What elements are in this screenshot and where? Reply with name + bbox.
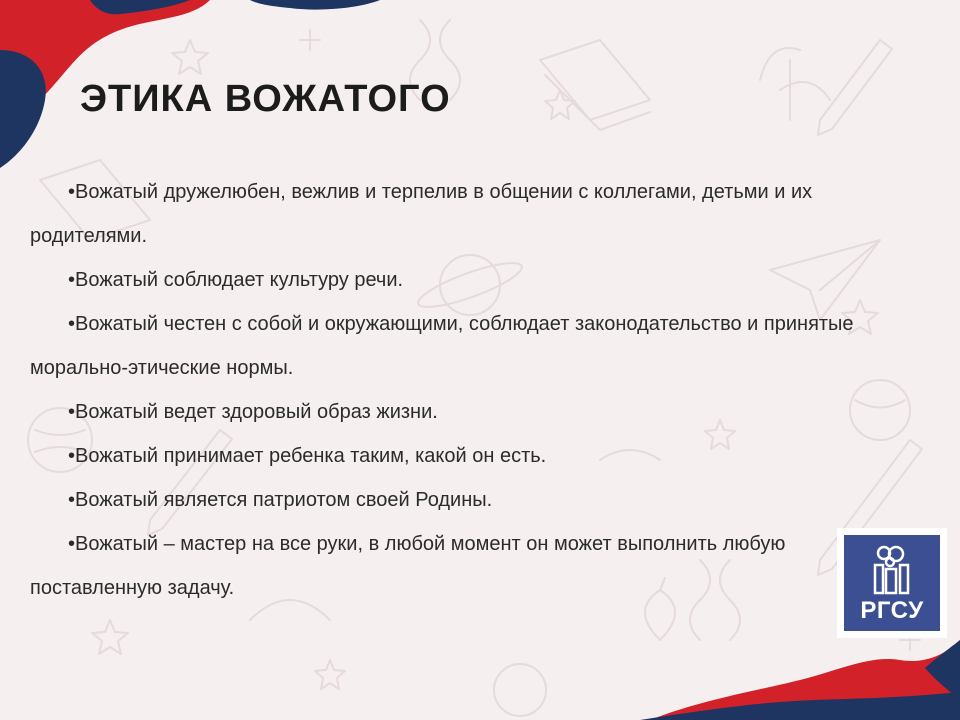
bullet-item: •Вожатый ведет здоровый образ жизни. <box>68 401 438 423</box>
bullet-item: •Вожатый является патриотом своей Родины. <box>68 489 493 511</box>
bullet-item: •Вожатый соблюдает культуру речи. <box>68 269 404 291</box>
bullet-item: •Вожатый дружелюбен, вежлив и терпелив в общении с коллегами, детьми и их родителями. <box>30 181 813 247</box>
bullet-list <box>30 170 910 610</box>
bullet-item: •Вожатый – мастер на все руки, в любой момент он может выполнить любую поставленную задачу. <box>30 533 786 599</box>
logo-background <box>844 535 940 631</box>
slide-title: ЭТИКА ВОЖАТОГО <box>80 78 451 120</box>
rgsu-family-emblem-icon <box>870 545 914 595</box>
logo-text: РГСУ <box>860 597 924 624</box>
bullet-item: •Вожатый честен с собой и окружающими, соблюдает законодательство и принятые морально-этические нормы. <box>30 313 854 379</box>
rgsu-logo <box>837 528 947 638</box>
bullet-item: •Вожатый принимает ребенка таким, какой он есть. <box>68 445 547 467</box>
